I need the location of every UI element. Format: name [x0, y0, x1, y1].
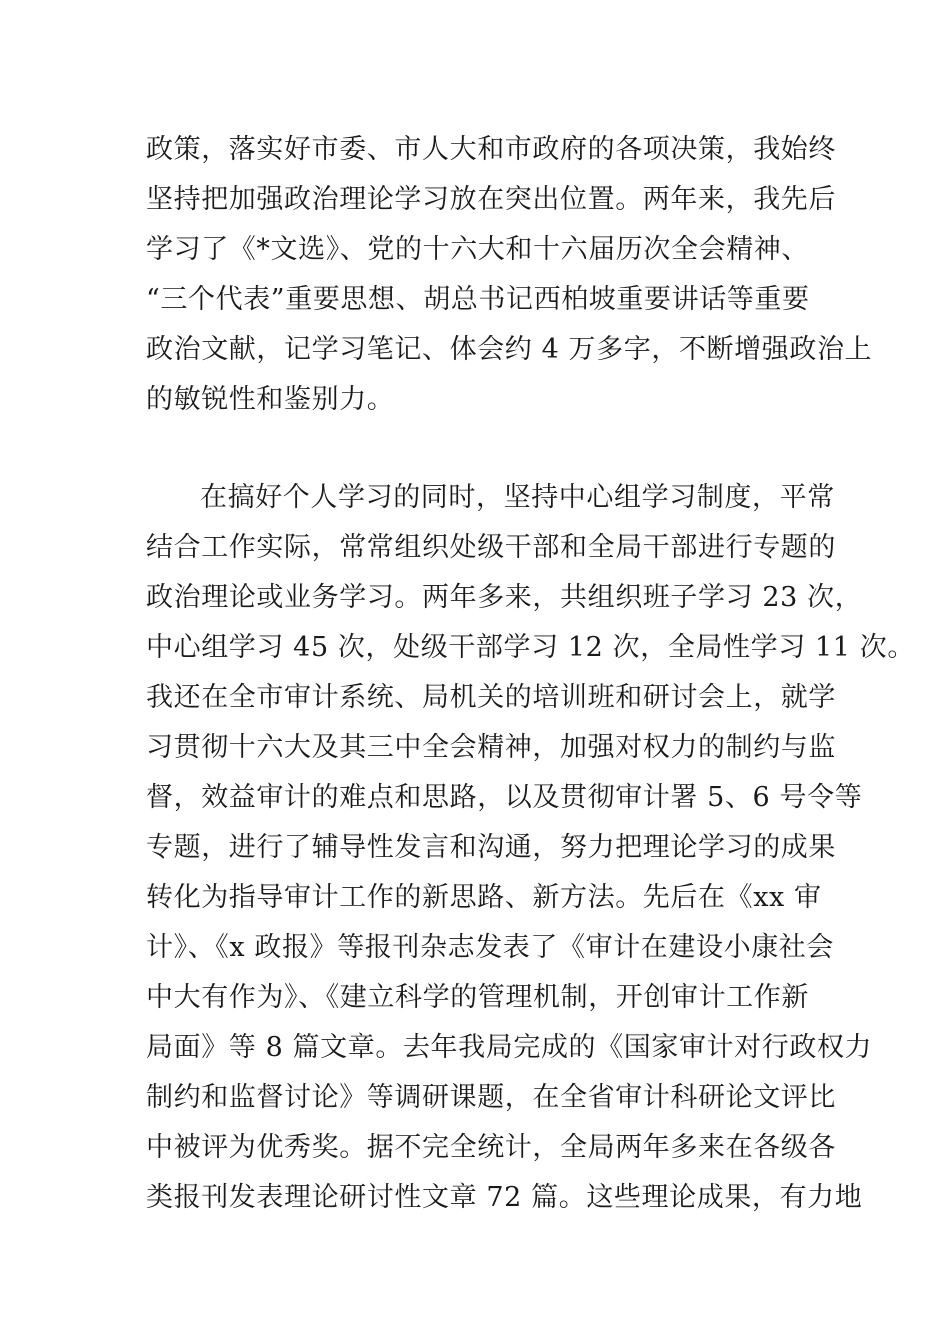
text-line: 局面》等 8 篇文章。去年我局完成的《国家审计对行政权力	[146, 1032, 873, 1063]
text-line: 专题，进行了辅导性发言和沟通，努力把理论学习的成果	[146, 832, 836, 863]
text-line: 坚持把加强政治理论学习放在突出位置。两年来，我先后	[146, 184, 836, 215]
text-line: 结合工作实际，常常组织处级干部和全局干部进行专题的	[146, 532, 836, 563]
text-line: “三个代表”重要思想、胡总书记西柏坡重要讲话等重要	[146, 284, 810, 315]
text-line: 政治文献，记学习笔记、体会约 4 万多字，不断增强政治上	[146, 334, 873, 365]
text-line: 政策，落实好市委、市人大和市政府的各项决策，我始终	[146, 134, 836, 165]
text-line: 计》、《x 政报》等报刊杂志发表了《审计在建设小康社会	[146, 932, 835, 963]
text-line: 在搞好个人学习的同时，坚持中心组学习制度，平常	[200, 482, 835, 513]
text-line: 中心组学习 45 次，处级干部学习 12 次，全局性学习 11 次。	[146, 632, 915, 663]
text-line: 中大有作为》、《建立科学的管理机制，开创审计工作新	[146, 982, 809, 1013]
text-line: 我还在全市审计系统、局机关的培训班和研讨会上，就学	[146, 682, 836, 713]
text-line: 政治理论或业务学习。两年多来，共组织班子学习 23 次，	[146, 582, 863, 613]
text-line: 中被评为优秀奖。据不完全统计，全局两年多来在各级各	[146, 1132, 836, 1163]
text-line: 的敏锐性和鉴别力。	[146, 384, 395, 415]
text-line: 学习了《*文选》、党的十六大和十六届历次全会精神、	[146, 234, 809, 265]
text-line: 督，效益审计的难点和思路，以及贯彻审计署 5、6 号令等	[146, 782, 863, 813]
text-line: 习贯彻十六大及其三中全会精神，加强对权力的制约与监	[146, 732, 836, 763]
text-line: 制约和监督讨论》等调研课题，在全省审计科研论文评比	[146, 1082, 836, 1113]
text-line: 转化为指导审计工作的新思路、新方法。先后在《xx 审	[146, 882, 822, 913]
text-line: 类报刊发表理论研讨性文章 72 篇。这些理论成果，有力地	[146, 1182, 863, 1213]
